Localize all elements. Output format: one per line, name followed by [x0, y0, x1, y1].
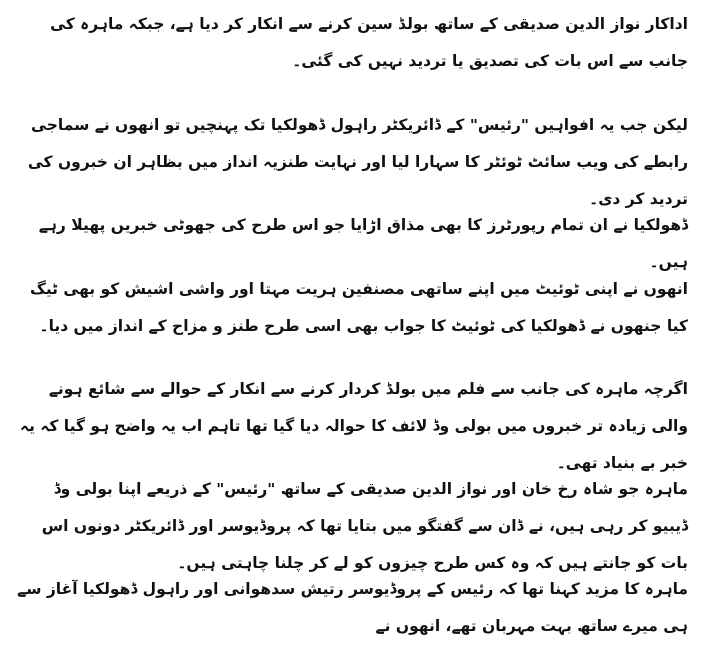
paragraph-5: اگرچہ ماہرہ کی جانب سے فلم میں بولڈ کردار کرنے سے انکار کے حوالے سے شائع ہونے والی زیادہ تر خبروں میں بولی وڈ لائف کا حوالہ دیا گیا تھا تاہم اب یہ واضح ہو گیا کہ یہ خبر بے بنیاد تھی۔ — [20, 380, 688, 472]
paragraph-4: انھوں نے اپنی ٹوئیٹ میں اپنے ساتھی مصنفین ہریت مہتا اور واشی اشیش کو بھی ٹیگ کیا جنھوں نے ڈھولکیا کی ٹوئیٹ کا جواب بھی اسی طرح طنز و مزاح کے انداز میں دیا۔ — [29, 280, 688, 335]
paragraph-7: ماہرہ کا مزید کہنا تھا کہ رئیس کے پروڈیوسر رتیش سدھوانی اور راہول ڈھولکیا آغاز سے ہی میرے ساتھ بہت مہربان تھے، انھوں نے — [17, 580, 688, 635]
paragraph-2: لیکن جب یہ افواہیں "رئیس" کے ڈائریکٹر راہول ڈھولکیا تک پہنچیں تو انھوں نے سماجی رابطے کی ویب سائٹ ٹوئٹر کا سہارا لیا اور نہایت طنزیہ انداز میں بظاہر ان خبروں کی تردید کر دی۔ — [27, 116, 688, 208]
paragraph-1: اداکار نواز الدین صدیقی کے ساتھ بولڈ سین کرنے سے انکار کر دیا ہے، جبکہ ماہرہ کی جانب سے اس بات کی تصدیق یا تردید نہیں کی گئی۔ — [50, 15, 688, 70]
paragraph-3: ڈھولکیا نے ان تمام رپورٹرز کا بھی مذاق اڑایا جو اس طرح کی جھوٹی خبریں پھیلا رہے ہیں۔ — [38, 216, 688, 271]
paragraph-6: ماہرہ جو شاہ رخ خان اور نواز الدین صدیقی کے ساتھ "رئیس" کے ذریعے اپنا بولی وڈ ڈیبیو کر رہی ہیں، نے ڈان سے گفتگو میں بتایا تھا کہ پروڈیوسر اور ڈائریکٹر دونوں اس بات کو جانتے ہیں کہ وہ کس طرح چیزوں کو لے کر چلنا چاہتی ہیں۔ — [41, 480, 688, 572]
